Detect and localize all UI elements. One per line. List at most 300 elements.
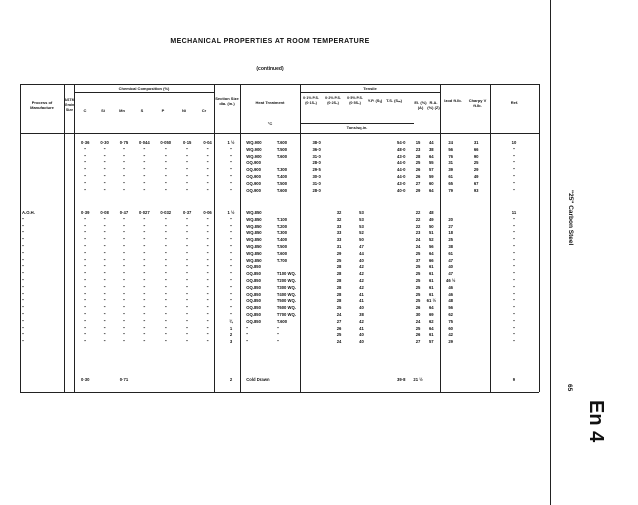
- cell-mn: 0·75: [119, 140, 129, 145]
- cell-izod: [438, 210, 463, 217]
- cell-charpy: [463, 224, 488, 231]
- cell-ref: ": [512, 284, 515, 290]
- cell-ref: ": [512, 180, 515, 186]
- cell-p: 0·032: [160, 210, 172, 215]
- cell-sec: ": [230, 298, 233, 304]
- cell-yp: [373, 147, 391, 154]
- cell-ps1: 31·0: [312, 153, 321, 159]
- cell-ps1: [305, 264, 327, 271]
- table-row: [20, 377, 539, 384]
- cell-izod: [438, 377, 463, 384]
- cell-proc: ": [22, 291, 24, 297]
- cell-charpy: 31: [473, 140, 479, 145]
- cell-sec: ¾: [229, 318, 233, 324]
- cell-ps1: [305, 251, 327, 258]
- cell-cr: ": [206, 311, 209, 317]
- cell-el: 24: [415, 243, 421, 249]
- cell-ra: 38: [428, 146, 434, 152]
- cell-proc: ": [22, 311, 24, 317]
- cell-si: ": [103, 187, 106, 193]
- cell-astm: [65, 326, 75, 333]
- cell-charpy: [463, 377, 488, 384]
- cell-el: 23: [415, 230, 421, 236]
- table-row: [20, 319, 539, 326]
- cell-el: 25: [415, 264, 421, 270]
- cell-el: 25: [415, 160, 421, 166]
- cell-ht1: OQ.900: [246, 180, 261, 186]
- cell-c: ": [84, 325, 87, 331]
- cell-ht1: WQ.850: [246, 243, 262, 249]
- cell-ps2: 32: [336, 216, 342, 222]
- cell-si: ": [103, 291, 106, 297]
- cell-ts: [391, 305, 411, 312]
- cell-mn: ": [122, 223, 125, 229]
- cell-el: 26: [415, 167, 421, 173]
- cell-ht1: OQ.850: [246, 318, 261, 324]
- cell-izod: 47: [448, 257, 453, 263]
- cell-ni: ": [186, 291, 189, 297]
- heat-header: Heat Treatment: [255, 100, 285, 105]
- cell-ps5: [350, 174, 372, 181]
- cell-charpy: [463, 271, 488, 278]
- cell-ra: 61 ½: [426, 298, 436, 304]
- cell-si: ": [103, 153, 106, 159]
- cell-ref: ": [512, 173, 515, 179]
- cell-cr: 0·06: [203, 210, 212, 215]
- cell-mn: ": [122, 325, 125, 331]
- cell-ra: 64: [428, 153, 434, 159]
- cell-p: ": [164, 250, 167, 256]
- cell-sec: ": [230, 167, 233, 173]
- en-label: En 4: [585, 400, 607, 443]
- tons-header: Tons/sq.in.: [346, 125, 368, 130]
- cell-cr: ": [206, 318, 209, 324]
- cell-mn: ": [122, 216, 125, 222]
- cell-izod: 29: [448, 339, 453, 345]
- cell-yp: [373, 285, 391, 292]
- cell-ref: 11: [511, 210, 517, 215]
- cell-p: ": [164, 173, 167, 179]
- cell-ref: ": [512, 146, 515, 152]
- cell-charpy: 49: [473, 173, 479, 179]
- cell-astm: [65, 305, 75, 312]
- cell-astm: [65, 160, 75, 167]
- cell-s: ": [143, 284, 146, 290]
- cell-izod: 42: [448, 332, 453, 338]
- table-row: [20, 210, 539, 217]
- table-row: [20, 174, 539, 181]
- cell-el: 37: [415, 257, 421, 263]
- cell-ref: ": [512, 257, 515, 263]
- el-header: El. (%) (A): [414, 100, 427, 110]
- cell-s: ": [143, 318, 146, 324]
- cell-si: ": [103, 173, 106, 179]
- table-bottom-rule: [20, 392, 539, 393]
- cell-yp: [373, 188, 391, 195]
- cell-ts: 40·0: [397, 187, 406, 193]
- cell-proc: ": [22, 243, 24, 249]
- cell-c: ": [84, 318, 87, 324]
- cell-c: ": [84, 305, 87, 311]
- cell-si: ": [103, 243, 106, 249]
- cell-cr: ": [206, 305, 209, 311]
- cell-astm: [65, 264, 75, 271]
- cell-astm: [65, 244, 75, 251]
- cell-p: ": [164, 146, 167, 152]
- cell-p: ": [164, 284, 167, 290]
- cell-izod: 65: [448, 180, 453, 186]
- cell-ps5: [350, 181, 372, 188]
- cell-ht2: T100 WQ.: [276, 271, 296, 277]
- cell-proc: [20, 147, 65, 154]
- cell-sec: ": [230, 230, 233, 236]
- cell-ref: ": [512, 277, 515, 283]
- ps02-header: 0·2% P.S. (0·2S₀): [325, 96, 341, 105]
- cell-cr: ": [206, 271, 209, 277]
- cell-ts: [391, 292, 411, 299]
- cell-p: ": [164, 167, 167, 173]
- cell-charpy: [463, 244, 488, 251]
- cell-ref: ": [512, 291, 515, 297]
- cell-ps2: 25: [336, 305, 342, 311]
- table-row: [20, 285, 539, 292]
- cell-ht1: Cold Drawn: [246, 377, 270, 382]
- cell-cr: ": [206, 264, 209, 270]
- cell-ps1: [305, 210, 327, 217]
- cell-ra: 51: [428, 230, 434, 236]
- cell-cr: 0·04: [203, 140, 212, 145]
- table-row: [20, 264, 539, 271]
- results-table-group-1: [20, 140, 539, 194]
- cell-astm: [65, 271, 75, 278]
- cell-si: ": [103, 325, 106, 331]
- cell-astm: [65, 258, 75, 265]
- cell-proc: ": [22, 223, 24, 229]
- cell-ts: 43·0: [397, 180, 406, 186]
- cell-yp: [373, 377, 391, 384]
- cell-ht1: OQ.850: [246, 284, 261, 290]
- cell-ni: ": [186, 160, 189, 166]
- cell-ni: ": [186, 230, 189, 236]
- cell-cr: ": [206, 223, 209, 229]
- cell-ni: ": [186, 187, 189, 193]
- cell-ht2: T300 WQ.: [276, 284, 296, 290]
- cell-s: ": [143, 291, 146, 297]
- charpy-header: Charpy V ft.lb.: [468, 98, 487, 108]
- cell-izod: 39: [448, 167, 453, 173]
- cell-cr: ": [206, 167, 209, 173]
- cell-ni: ": [186, 318, 189, 324]
- cell-p: [155, 377, 177, 384]
- cell-si: ": [103, 318, 106, 324]
- cell-ht2: T.400: [276, 237, 288, 243]
- cell-izod: 75: [448, 318, 453, 324]
- cell-ts: [391, 278, 411, 285]
- cell-ps5: [350, 160, 372, 167]
- cell-ref: 9: [512, 377, 516, 382]
- cell-astm: [65, 237, 75, 244]
- cell-c: ": [84, 237, 87, 243]
- cell-mn: ": [122, 284, 125, 290]
- cell-ht1: OQ.850: [246, 305, 261, 311]
- cell-ts: 43·0: [397, 153, 406, 159]
- cell-ref: ": [512, 160, 515, 166]
- cell-ps5: 42: [359, 277, 364, 283]
- cell-proc: [20, 160, 65, 167]
- cell-yp: [373, 326, 391, 333]
- table-row: [20, 188, 539, 195]
- cell-mn: ": [122, 243, 125, 249]
- cell-ra: 44: [428, 140, 434, 145]
- cell-astm: [65, 224, 75, 231]
- col-c: C: [83, 108, 87, 113]
- cell-p: ": [164, 271, 167, 277]
- table-row: [20, 298, 539, 305]
- cell-el: 25: [415, 325, 421, 331]
- cell-ts: [391, 298, 411, 305]
- cell-si: ": [103, 230, 106, 236]
- cell-cr: ": [206, 298, 209, 304]
- cell-ra: 57: [428, 339, 434, 345]
- cell-ht2: ": [276, 339, 279, 345]
- table-row: [20, 181, 539, 188]
- cell-ts: [391, 312, 411, 319]
- side-label: "25" Carbon Steel: [567, 190, 574, 246]
- cell-c: ": [84, 339, 87, 345]
- cell-c: ": [84, 291, 87, 297]
- col-si: Si: [101, 108, 105, 113]
- cell-p: ": [164, 291, 167, 297]
- cell-izod: 20: [448, 216, 453, 222]
- cell-izod: 48: [448, 298, 453, 304]
- cell-yp: [373, 217, 391, 224]
- cell-ps1: [305, 258, 327, 265]
- cell-ht2: T.700: [276, 257, 288, 263]
- process-header: Process of Manufacture: [30, 100, 54, 110]
- cell-ps1: [305, 217, 327, 224]
- cell-ps2: 33: [336, 237, 342, 243]
- cell-el: 24: [415, 318, 421, 324]
- tensile-header: Tensile: [363, 86, 377, 91]
- cell-si: [95, 377, 113, 384]
- cell-charpy: [463, 332, 488, 339]
- cell-charpy: [463, 278, 488, 285]
- cell-p: ": [164, 153, 167, 159]
- cell-charpy: [463, 264, 488, 271]
- cell-c: ": [84, 311, 87, 317]
- cell-ht2: ": [276, 325, 279, 331]
- cell-s: ": [143, 167, 146, 173]
- cell-ni: ": [186, 173, 189, 179]
- cell-ps5: 41: [359, 291, 364, 297]
- cell-izod: 40: [448, 264, 453, 270]
- cell-mn: ": [122, 173, 125, 179]
- cell-ps5: 44: [359, 250, 364, 256]
- cell-sec: ": [230, 153, 233, 159]
- cell-ps2: 28: [336, 271, 342, 277]
- cell-ni: ": [186, 339, 189, 345]
- cell-ht1: WQ.900: [246, 140, 262, 145]
- cell-ts: 39·8: [397, 377, 406, 382]
- col-rule-right: [539, 84, 540, 392]
- table-row: [20, 278, 539, 285]
- cell-ref: ": [512, 325, 515, 331]
- cell-izod: 62: [448, 311, 453, 317]
- cell-ts: [391, 339, 411, 346]
- cell-izod: 46 ½: [446, 277, 456, 283]
- cell-si: 0·30: [100, 140, 109, 145]
- cell-ps1: [305, 285, 327, 292]
- cell-ps2: 25: [336, 257, 342, 263]
- cell-c: ": [84, 271, 87, 277]
- table-row: [20, 140, 539, 147]
- cell-ra: 56: [428, 243, 434, 249]
- cell-c: ": [84, 180, 87, 186]
- cell-proc: ": [22, 277, 24, 283]
- cell-ht2: T700 WQ.: [276, 311, 296, 317]
- cell-ref: ": [512, 311, 515, 317]
- cell-izod: 61: [448, 173, 453, 179]
- cell-yp: [373, 278, 391, 285]
- ps05-header: 0·5% P.S. (0·5S₀): [347, 96, 363, 105]
- cell-ts: [391, 264, 411, 271]
- cell-sec: 3: [229, 339, 233, 345]
- cell-c: ": [84, 250, 87, 256]
- cell-ps1: [305, 377, 327, 384]
- cell-yp: [373, 181, 391, 188]
- cell-c: ": [84, 153, 87, 159]
- ref-header: Ref.: [510, 100, 519, 105]
- cell-ts: [391, 319, 411, 326]
- cell-mn: ": [122, 332, 125, 338]
- cell-s: ": [143, 264, 146, 270]
- cell-c: ": [84, 264, 87, 270]
- cell-ht1: ": [246, 325, 249, 331]
- cell-c: ": [84, 216, 87, 222]
- cell-proc: ": [22, 230, 24, 236]
- cell-proc: [20, 140, 65, 147]
- cell-astm: [65, 154, 75, 161]
- cell-s: ": [143, 187, 146, 193]
- cell-yp: [373, 154, 391, 161]
- cell-ts: 54·0: [397, 140, 406, 145]
- cell-astm: [65, 230, 75, 237]
- cell-ht2: T.300: [276, 230, 288, 236]
- cell-s: ": [143, 146, 146, 152]
- cell-mn: 0·47: [119, 210, 129, 215]
- cell-charpy: [463, 312, 488, 319]
- cell-s: ": [143, 271, 146, 277]
- cell-mn: ": [122, 180, 125, 186]
- cell-el: 27: [415, 180, 421, 186]
- cell-ht1: OQ.900: [246, 160, 261, 166]
- cell-ht1: WQ.850: [246, 230, 262, 236]
- cell-ps1: [305, 312, 327, 319]
- cell-astm: [65, 251, 75, 258]
- cell-ni: ": [186, 305, 189, 311]
- cell-s: 0·044: [139, 140, 150, 145]
- cell-charpy: [463, 210, 488, 217]
- cell-sec: ": [230, 305, 233, 311]
- cell-cr: ": [206, 284, 209, 290]
- table-row: [20, 154, 539, 161]
- table-row: [20, 160, 539, 167]
- cell-proc: ": [22, 339, 24, 345]
- cell-p: ": [164, 332, 167, 338]
- cell-s: ": [143, 230, 146, 236]
- cell-ht2: T.500: [276, 180, 288, 186]
- cell-astm: [65, 312, 75, 319]
- cell-ps1: 31·0: [312, 180, 321, 186]
- cell-sec: ": [230, 223, 233, 229]
- table-row: [20, 244, 539, 251]
- cell-ps1: 36·0: [312, 146, 321, 152]
- table-header-rule: [20, 133, 539, 134]
- table-row: [20, 251, 539, 258]
- cell-astm: [65, 174, 75, 181]
- cell-ps1: 38·0: [312, 140, 321, 145]
- cell-charpy: 90: [473, 153, 479, 159]
- cell-ra: 69: [428, 311, 434, 317]
- cell-c: 0·39: [81, 210, 90, 215]
- cell-sec: ": [230, 250, 233, 256]
- cell-mn: ": [122, 277, 125, 283]
- cell-yp: [373, 264, 391, 271]
- cell-ht2: T.600: [276, 153, 288, 159]
- cell-sec: ": [230, 187, 233, 193]
- cell-izod: 18: [448, 230, 453, 236]
- cell-ni: 0·37: [182, 210, 192, 215]
- cell-izod: 46: [448, 284, 453, 290]
- cell-ps1: [305, 305, 327, 312]
- cell-p: ": [164, 223, 167, 229]
- cell-sec: ": [230, 237, 233, 243]
- cell-ht2: T400 WQ.: [276, 291, 296, 297]
- cell-ps5: [350, 188, 372, 195]
- cell-ni: [177, 377, 197, 384]
- cell-ps5: 41: [359, 298, 364, 304]
- cell-si: ": [103, 305, 106, 311]
- cell-s: ": [143, 160, 146, 166]
- cell-proc: ": [22, 318, 24, 324]
- cell-c: ": [84, 298, 87, 304]
- cell-ps2: 33: [336, 230, 342, 236]
- cell-p: ": [164, 264, 167, 270]
- cell-ht2: T.600: [276, 187, 288, 193]
- ts-header: T.S. (Sₘ): [386, 98, 402, 103]
- cell-ra: 66: [428, 257, 434, 263]
- cell-el: 25: [415, 250, 421, 256]
- cell-yp: [373, 160, 391, 167]
- cell-ht1: WQ.900: [246, 146, 262, 152]
- cell-si: ": [103, 216, 106, 222]
- cell-si: ": [103, 271, 106, 277]
- cell-charpy: [463, 237, 488, 244]
- cell-sec: 1 ½: [227, 140, 235, 145]
- cell-izod: 60: [448, 325, 453, 331]
- cell-mn: ": [122, 305, 125, 311]
- cell-el: 25: [415, 298, 421, 304]
- cell-charpy: 67: [473, 180, 479, 186]
- cell-yp: [373, 312, 391, 319]
- cell-charpy: 93: [473, 187, 479, 193]
- cell-mn: ": [122, 153, 125, 159]
- cell-proc: ": [22, 271, 24, 277]
- cell-s: ": [143, 180, 146, 186]
- tensile-rule: [300, 92, 440, 93]
- cell-proc: ": [22, 305, 24, 311]
- cell-yp: [373, 305, 391, 312]
